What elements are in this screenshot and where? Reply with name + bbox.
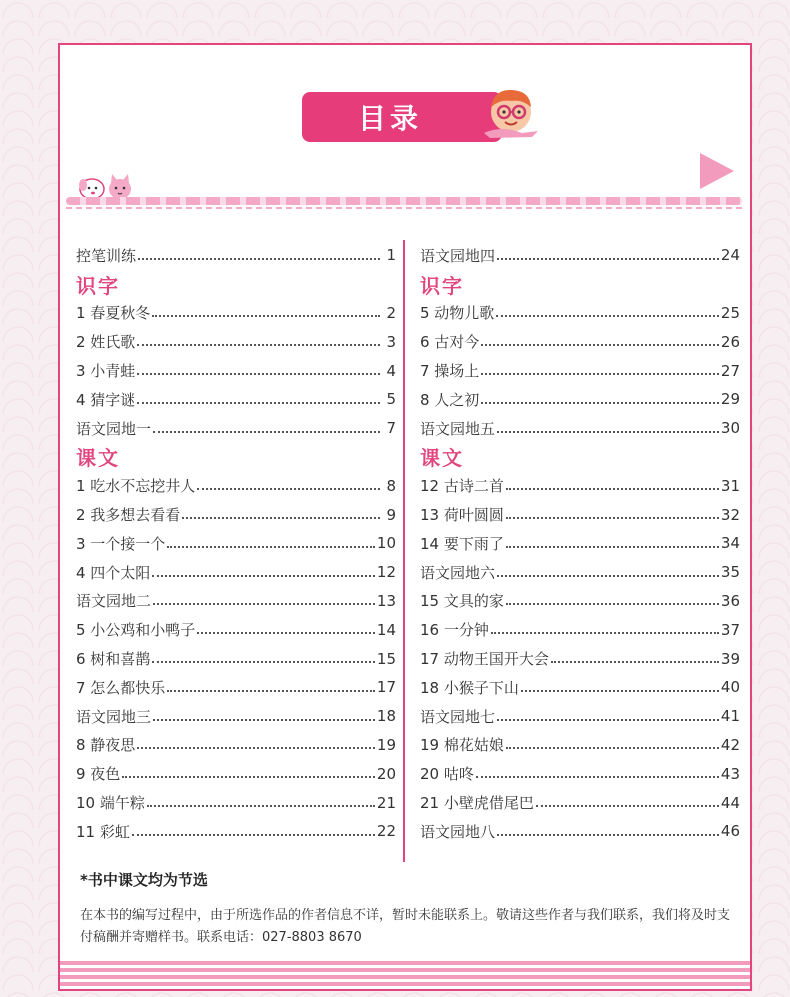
leader-dots — [147, 804, 375, 807]
decorative-dashes — [66, 207, 742, 209]
toc-entry-title: 18 小猴子下山 — [420, 678, 519, 697]
toc-entry[interactable] — [76, 327, 396, 356]
toc-entry-page: 7 — [386, 419, 396, 438]
toc-entry-page: 3 — [386, 332, 396, 351]
toc-entry[interactable] — [420, 471, 740, 500]
toc-entry-title: 控笔训练 — [76, 246, 137, 265]
leader-dots — [506, 746, 719, 749]
column-divider — [403, 240, 405, 862]
toc-entry-title: 7 怎么都快乐 — [76, 678, 166, 697]
leader-dots — [137, 746, 375, 749]
toc-entry[interactable] — [420, 644, 740, 673]
toc-entry-page: 18 — [376, 707, 396, 726]
toc-entry-title: 19 棉花姑娘 — [420, 736, 504, 755]
toc-entry[interactable] — [420, 529, 740, 558]
toc-entry-page: 29 — [720, 390, 740, 409]
toc-entry-title: 8 人之初 — [420, 390, 480, 409]
decorative-rope — [66, 197, 742, 205]
toc-entry-title: 13 荷叶圆圆 — [420, 506, 504, 525]
toc-entry-page: 32 — [720, 505, 740, 524]
toc-entry[interactable] — [76, 759, 396, 788]
toc-entry-title: 10 端午粽 — [76, 794, 145, 813]
leader-dots — [506, 545, 719, 548]
toc-entry-page: 44 — [720, 793, 740, 812]
leader-dots — [153, 718, 375, 721]
section-heading: 课文 — [420, 446, 464, 471]
toc-entry-title: 4 四个太阳 — [76, 563, 151, 582]
toc-entry-page: 1 — [386, 246, 396, 265]
toc-entry-page: 8 — [386, 476, 396, 495]
toc-entry-page: 42 — [720, 735, 740, 754]
toc-entry[interactable] — [420, 817, 740, 846]
section-heading: 课文 — [76, 446, 120, 471]
toc-entry-page: 43 — [720, 764, 740, 783]
leader-dots — [491, 631, 719, 634]
toc-entry[interactable] — [76, 299, 396, 328]
toc-entry[interactable] — [76, 673, 396, 702]
leader-dots — [182, 516, 380, 519]
toc-entry-title: 6 树和喜鹊 — [76, 650, 151, 669]
decorative-stripes — [60, 961, 750, 989]
toc-entry-title: 4 猜字谜 — [76, 390, 136, 409]
toc-entry-page: 35 — [720, 563, 740, 582]
leader-dots — [481, 401, 719, 404]
toc-entry-title: 语文园地八 — [420, 822, 496, 841]
toc-entry[interactable] — [76, 558, 396, 587]
leader-dots — [481, 372, 719, 375]
leader-dots — [536, 804, 719, 807]
leader-dots — [152, 660, 375, 663]
toc-entry-page: 2 — [386, 303, 396, 322]
toc-entry-page: 22 — [376, 822, 396, 841]
toc-entry-title: 15 文具的家 — [420, 592, 504, 611]
toc-entry-title: 5 小公鸡和小鸭子 — [76, 621, 196, 640]
toc-entry[interactable] — [420, 299, 740, 328]
toc-entry-page: 30 — [720, 419, 740, 438]
toc-entry-page: 25 — [720, 303, 740, 322]
contact-notice: 在本书的编写过程中，由于所选作品的作者信息不详，暂时未能联系上。敬请这些作者与我们联系，我们将及时支付稿酬并寄赠样书。联系电话：027-8803 8670 — [80, 908, 731, 945]
toc-entry[interactable] — [76, 615, 396, 644]
page-title: 目录 — [302, 92, 502, 142]
toc-entry-title: 2 姓氏歌 — [76, 333, 136, 352]
toc-entry-page: 31 — [720, 476, 740, 495]
toc-entry-page: 39 — [720, 649, 740, 668]
toc-entry-title: 16 一分钟 — [420, 621, 489, 640]
toc-entry[interactable] — [420, 241, 740, 270]
toc-entry[interactable] — [76, 788, 396, 817]
toc-entry-page: 12 — [376, 563, 396, 582]
toc-right-column — [420, 241, 740, 846]
leader-dots — [497, 430, 719, 433]
toc-entry-page: 26 — [720, 332, 740, 351]
toc-entry-page: 20 — [376, 764, 396, 783]
leader-dots — [506, 516, 719, 519]
toc-entry[interactable] — [420, 558, 740, 587]
toc-entry[interactable] — [420, 356, 740, 385]
header — [60, 45, 750, 210]
toc-entry[interactable] — [76, 241, 396, 270]
toc-entry[interactable] — [76, 702, 396, 731]
leader-dots — [497, 257, 719, 260]
toc-entry[interactable] — [420, 702, 740, 731]
toc-entry[interactable] — [420, 500, 740, 529]
toc-entry-title: 7 操场上 — [420, 362, 480, 381]
toc-entry-page: 14 — [376, 620, 396, 639]
leader-dots — [506, 602, 719, 605]
toc-entry-title: 6 古对今 — [420, 333, 480, 352]
toc-entry-page: 41 — [720, 707, 740, 726]
toc-entry[interactable] — [420, 587, 740, 616]
toc-entry-page: 46 — [720, 822, 740, 841]
leader-dots — [496, 314, 719, 317]
toc-entry-title: 8 静夜思 — [76, 736, 136, 755]
toc-left-column — [76, 241, 396, 846]
toc-entry-title: 语文园地五 — [420, 419, 496, 438]
toc-entry-page: 9 — [386, 505, 396, 524]
leader-dots — [497, 574, 719, 577]
toc-entry[interactable] — [76, 529, 396, 558]
toc-entry-title: 20 咕咚 — [420, 765, 474, 784]
toc-entry-title: 3 一个接一个 — [76, 534, 166, 553]
toc-entry[interactable] — [420, 615, 740, 644]
toc-entry-page: 36 — [720, 591, 740, 610]
toc-entry[interactable] — [76, 644, 396, 673]
toc-entry[interactable] — [420, 788, 740, 817]
toc-entry-page: 19 — [376, 735, 396, 754]
leader-dots — [481, 343, 719, 346]
toc-entry-title: 2 我多想去看看 — [76, 506, 181, 525]
toc-entry-title: 语文园地三 — [76, 707, 152, 726]
toc-entry-title: 17 动物王国开大会 — [420, 650, 549, 669]
toc-entry[interactable] — [76, 385, 396, 414]
toc-entry-title: 3 小青蛙 — [76, 362, 136, 381]
toc-entry[interactable] — [76, 587, 396, 616]
toc-entry-title: 5 动物儿歌 — [420, 304, 495, 323]
leader-dots — [167, 545, 375, 548]
leader-dots — [521, 689, 719, 692]
toc-entry-page: 10 — [376, 534, 396, 553]
toc-entry-title: 12 古诗二首 — [420, 477, 504, 496]
toc-entry-page: 37 — [720, 620, 740, 639]
leader-dots — [506, 487, 719, 490]
toc-entry[interactable] — [420, 327, 740, 356]
leader-dots — [551, 660, 719, 663]
leader-dots — [132, 833, 375, 836]
toc-entry-page: 13 — [376, 591, 396, 610]
toc-entry[interactable] — [76, 500, 396, 529]
leader-dots — [497, 718, 719, 721]
section-heading: 识字 — [76, 273, 120, 298]
leader-dots — [197, 487, 380, 490]
leader-dots — [137, 401, 380, 404]
toc-entry-title: 11 彩虹 — [76, 822, 130, 841]
toc-entry-page: 34 — [720, 534, 740, 553]
toc-entry[interactable] — [76, 471, 396, 500]
kid-face-icon — [482, 81, 540, 139]
toc-entry-title: 1 春夏秋冬 — [76, 304, 151, 323]
toc-entry-title: 1 吃水不忘挖井人 — [76, 477, 196, 496]
toc-entry[interactable] — [420, 673, 740, 702]
toc-entry[interactable] — [420, 759, 740, 788]
toc-entry-title: 语文园地七 — [420, 707, 496, 726]
page-frame — [58, 43, 752, 991]
toc-entry[interactable] — [420, 731, 740, 760]
excerpt-note: *书中课文均为节选 — [80, 871, 208, 889]
leader-dots — [167, 689, 375, 692]
leader-dots — [137, 372, 380, 375]
toc-entry-page: 4 — [386, 361, 396, 380]
toc-entry[interactable] — [76, 731, 396, 760]
leader-dots — [122, 775, 375, 778]
triangle-flag-icon — [700, 153, 734, 189]
toc-entry[interactable] — [76, 817, 396, 846]
leader-dots — [476, 775, 719, 778]
toc-entry-title: 语文园地四 — [420, 246, 496, 265]
toc-entry-title: 14 要下雨了 — [420, 534, 504, 553]
toc-entry[interactable] — [76, 414, 396, 443]
leader-dots — [152, 574, 375, 577]
leader-dots — [197, 631, 375, 634]
toc-entry[interactable] — [420, 414, 740, 443]
toc-entry-page: 21 — [376, 793, 396, 812]
toc-entry-page: 40 — [720, 678, 740, 697]
leader-dots — [138, 257, 380, 260]
toc-entry[interactable] — [420, 385, 740, 414]
toc-entry-title: 21 小壁虎借尾巴 — [420, 794, 534, 813]
toc-entry-title: 语文园地二 — [76, 592, 152, 611]
toc-entry-page: 27 — [720, 361, 740, 380]
toc-entry-title: 语文园地一 — [76, 419, 152, 438]
toc-entry[interactable] — [76, 356, 396, 385]
leader-dots — [152, 314, 380, 317]
section-heading: 识字 — [420, 273, 464, 298]
leader-dots — [153, 430, 380, 433]
toc-entry-title: 语文园地六 — [420, 563, 496, 582]
leader-dots — [137, 343, 380, 346]
toc-entry-page: 24 — [720, 246, 740, 265]
toc-entry-page: 17 — [376, 678, 396, 697]
toc-entry-page: 5 — [386, 390, 396, 409]
toc-entry-page: 15 — [376, 649, 396, 668]
toc-entry-title: 9 夜色 — [76, 765, 121, 784]
leader-dots — [153, 602, 375, 605]
leader-dots — [497, 833, 719, 836]
